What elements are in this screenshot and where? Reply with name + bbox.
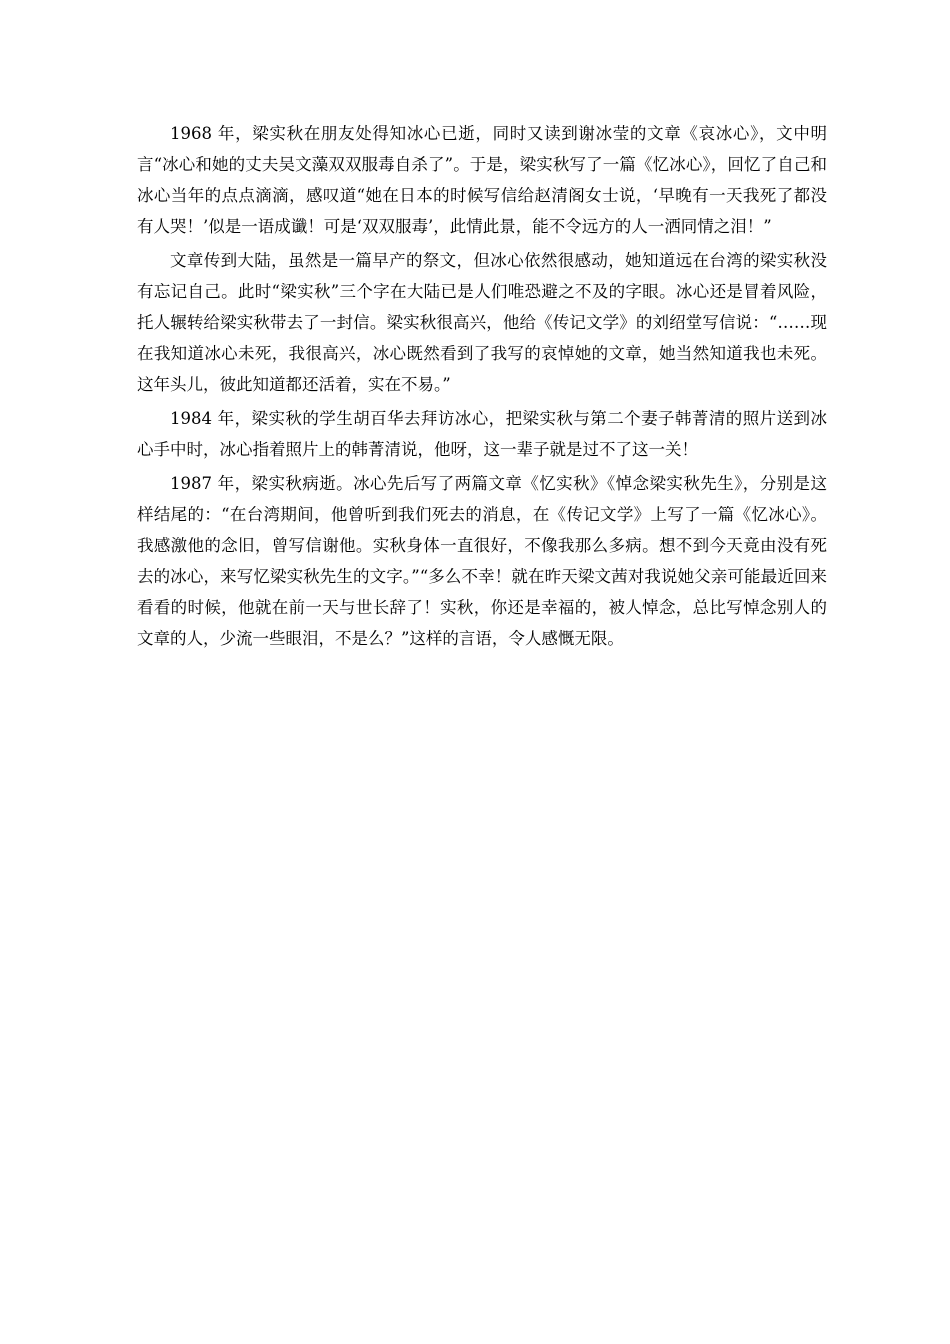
paragraph-letter: 文章传到大陆，虽然是一篇早产的祭文，但冰心依然很感动，她知道远在台湾的梁实秋没有忘记自己。此时“梁实秋”三个字在大陆已是人们唯恐避之不及的字眼。冰心还是冒着风险，托人辗转给梁实秋带去了一封信。梁实秋很高兴，他给《传记文学》的刘绍堂写信说：“……现在我知道冰心未死，我很高兴，冰心既然看到了我写的哀悼她的文章，她当然知道我也未死。这年头儿，彼此知道都还活着，实在不易。” xyxy=(137,251,827,394)
paragraph-1984: 1984 年，梁实秋的学生胡百华去拜访冰心，把梁实秋与第二个妻子韩菁清的照片送到冰心手中时，冰心指着照片上的韩菁清说，他呀，这一辈子就是过不了这一关！ xyxy=(137,409,827,459)
paragraph-1968: 1968 年，梁实秋在朋友处得知冰心已逝，同时又读到谢冰莹的文章《哀冰心》，文中明言“冰心和她的丈夫吴文藻双双服毒自杀了”。于是，梁实秋写了一篇《忆冰心》，回忆了自己和冰心当年的点点滴滴，感叹道“她在日本的时候写信给赵清阁女士说，‘早晚有一天我死了都没有人哭！’似是一语成谶！可是‘双双服毒’，此情此景，能不令远方的人一洒同情之泪！” xyxy=(137,124,827,236)
paragraph-1987: 1987 年，梁实秋病逝。冰心先后写了两篇文章《忆实秋》《悼念梁实秋先生》，分别是这样结尾的：“在台湾期间，他曾听到我们死去的消息，在《传记文学》上写了一篇《忆冰心》。我感激他的念旧，曾写信谢他。实秋身体一直很好，不像我那么多病。想不到今天竟由没有死去的冰心，来写忆梁实秋先生的文字。”“多么不幸！就在昨天梁文茜对我说她父亲可能最近回来看看的时候，他就在前一天与世长辞了！实秋，你还是幸福的，被人悼念，总比写悼念别人的文章的人，少流一些眼泪，不是么？”这样的言语，令人感慨无限。 xyxy=(137,474,827,648)
document-body xyxy=(137,118,827,654)
